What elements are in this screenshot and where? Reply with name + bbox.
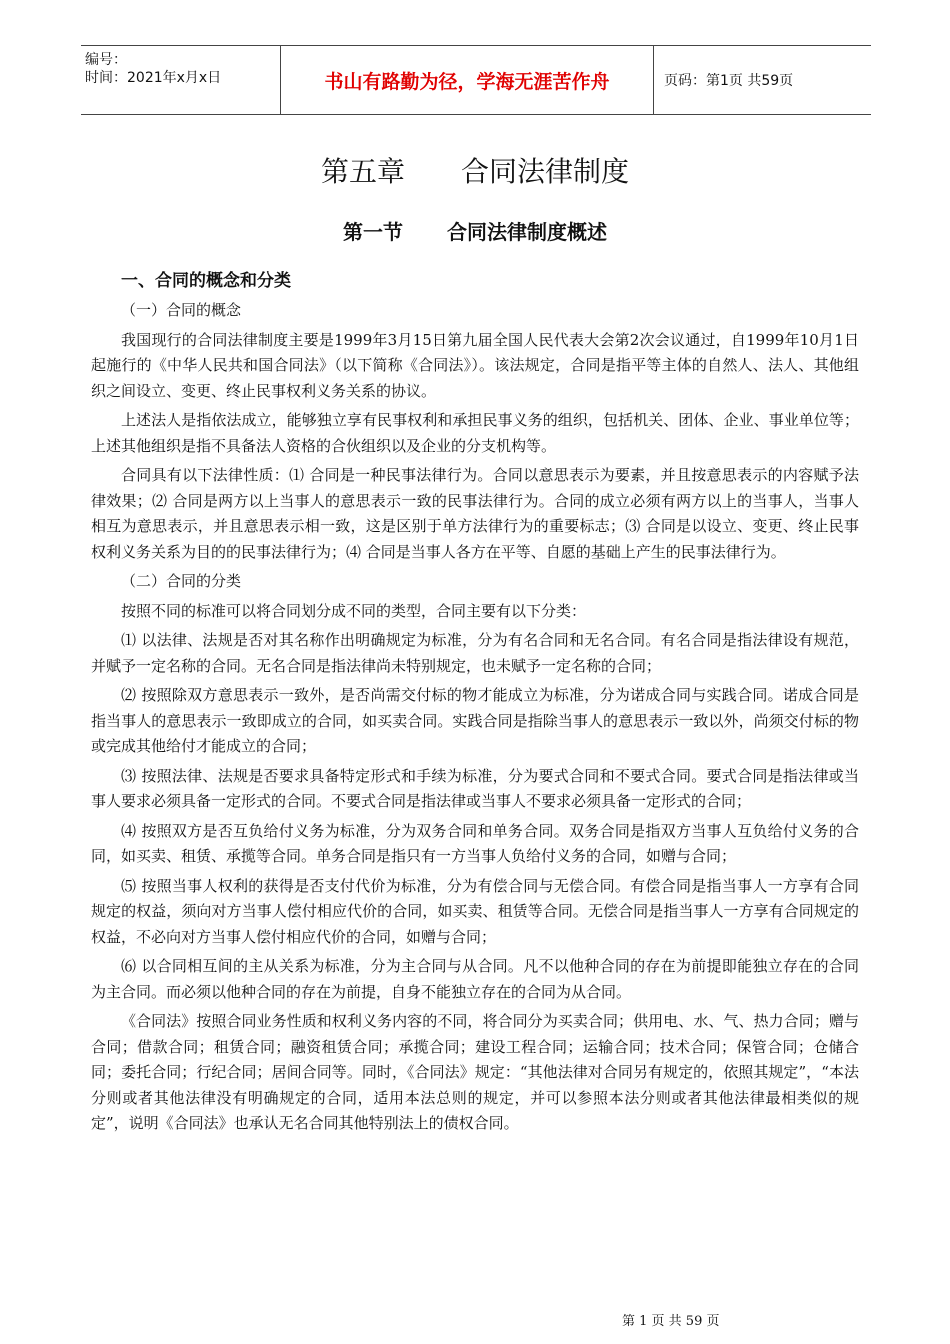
- number-label: 编号：: [85, 52, 127, 68]
- header-meta: [81, 46, 281, 114]
- paragraph: 我国现行的合同法律制度主要是1999年3月15日第九届全国人民代表大会第2次会议通过，自1999年10月1日起施行的《中华人民共和国合同法》（以下简称《合同法》）。该法规定，合同是指平等主体的自然人、法人、其他组织之间设立、变更、终止民事权利义务关系的协议。: [91, 330, 859, 400]
- chapter-number: 第五章: [320, 155, 405, 188]
- paragraph: 《合同法》按照合同业务性质和权利义务内容的不同，将合同分为买卖合同；供用电、水、气、热力合同；赠与合同；借款合同；租赁合同；融资租赁合同；承揽合同；建设工程合同；运输合同；技术合同；保管合同；仓储合同；委托合同；行纪合同；居间合同等。同时，《合同法》规定：“其他法律对合同另有规定的，依照其规定”，“本法分则或者其他法律没有明确规定的合同，适用本法总则的规定，并可以参照本法分则或者其他法律最相类似的规定”，说明《合同法》也承认无名合同其他特别法上的债权合同。: [91, 1012, 859, 1132]
- section-name: 合同法律制度概述: [447, 220, 607, 244]
- list-item: ⑹ 以合同相互间的主从关系为标准，分为主合同与从合同。凡不以他种合同的存在为前提即能独立存在的合同为主合同。而必须以他种合同的存在为前提，自身不能独立存在的合同为从合同。: [91, 957, 859, 1001]
- chapter-name: 合同法律制度: [461, 155, 630, 188]
- list-item: ⑷ 按照双方是否互负给付义务为标准，分为双务合同和单务合同。双务合同是指双方当事人互负给付义务的合同，如买卖、租赁、承揽等合同。单务合同是指只有一方当事人负给付义务的合同，如赠与合同；: [91, 821, 859, 865]
- subheading: （二）合同的分类: [121, 572, 242, 590]
- section-number: 第一节: [343, 220, 403, 244]
- paragraph: 上述法人是指依法成立，能够独立享有民事权利和承担民事义务的组织，包括机关、团体、企业、事业单位等；上述其他组织是指不具备法人资格的合伙组织以及企业的分支机构等。: [91, 411, 859, 455]
- paragraph: 合同具有以下法律性质：⑴ 合同是一种民事法律行为。合同以意思表示为要素，并且按意思表示的内容赋予法律效果；⑵ 合同是两方以上当事人的意思表示一致的民事法律行为。合同的成立必须有两方以上的当事人，当事人相互为意思表示，并且意思表示相一致，这是区别于单方法律行为的重要标志；⑶ 合同是以设立、变更、终止民事权利义务关系为目的的民事法律行为；⑷ 合同是当事人各方在平等、自愿的基础上产生的民事法律行为。: [91, 466, 859, 561]
- time-label: 时间：2021年x月x日: [85, 70, 222, 86]
- header-motto: 书山有路勤为径，学海无涯苦作舟: [281, 46, 654, 114]
- page-footer: 第 1 页 共 59 页: [622, 1314, 720, 1329]
- heading-level-1: 一、合同的概念和分类: [121, 271, 291, 291]
- list-item: ⑵ 按照除双方意思表示一致外，是否尚需交付标的物才能成立为标准，分为诺成合同与实践合同。诺成合同是指当事人的意思表示一致即成立的合同，如买卖合同。实践合同是指除当事人的意思表示一致以外，尚须交付标的物或完成其他给付才能成立的合同；: [91, 686, 859, 755]
- list-item: ⑴ 以法律、法规是否对其名称作出明确规定为标准，分为有名合同和无名合同。有名合同是指法律设有规范，并赋予一定名称的合同。无名合同是指法律尚未特别规定，也未赋予一定名称的合同；: [91, 631, 859, 675]
- chapter-title: [0, 150, 950, 190]
- paragraph: 按照不同的标准可以将合同划分成不同的类型，合同主要有以下分类：: [121, 601, 587, 620]
- section-title: [0, 216, 950, 245]
- list-item: ⑸ 按照当事人权利的获得是否支付代价为标准，分为有偿合同与无偿合同。有偿合同是指当事人一方享有合同规定的权益，须向对方当事人偿付相应代价的合同，如买卖、租赁等合同。无偿合同是指当事人一方享有合同规定的权益，不必向对方当事人偿付相应代价的合同，如赠与合同；: [91, 876, 859, 946]
- body-text: [91, 298, 859, 1141]
- subheading: （一）合同的概念: [121, 301, 242, 319]
- list-item: ⑶ 按照法律、法规是否要求具备特定形式和手续为标准，分为要式合同和不要式合同。要式合同是指法律或当事人要求必须具备一定形式的合同。不要式合同是指法律或当事人不要求必须具备一定形式的合同；: [91, 766, 859, 810]
- header-page-info: 页码：第1页 共59页: [664, 73, 794, 89]
- page-header: [81, 45, 871, 115]
